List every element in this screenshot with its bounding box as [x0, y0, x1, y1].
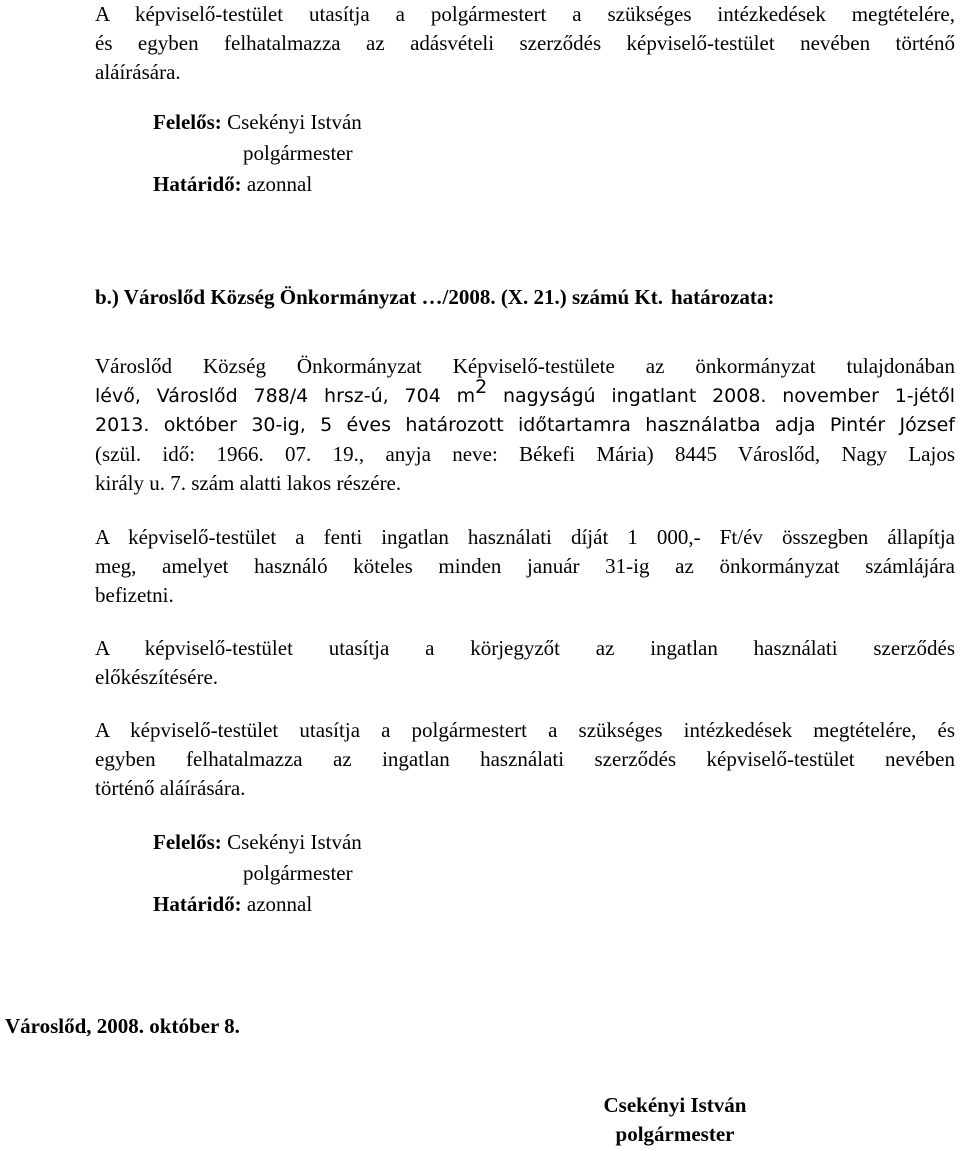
decision-paragraph — [95, 352, 955, 498]
paragraph-line: meg, amelyet használó köteles minden január 31-ig az önkormányzat számlájára — [95, 554, 955, 578]
deadline-label: Határidő: — [153, 892, 242, 916]
signature-block — [590, 1091, 760, 1149]
responsible-line — [153, 107, 362, 138]
place-date: Városlőd, 2008. október 8. — [5, 1014, 240, 1038]
paragraph-line: 2013. október 30-ig, 5 éves határozott időtartamra használatba adja Pintér József — [95, 414, 955, 436]
resolution-heading — [95, 283, 774, 312]
closing-paragraph-a — [95, 0, 955, 87]
paragraph-line: és egyben felhatalmazza az adásvételi szerződés képviselő-testület nevében történő — [95, 31, 955, 55]
responsible-line — [153, 827, 362, 858]
square-superscript: 2 — [475, 376, 488, 398]
mayor-paragraph — [95, 716, 955, 803]
responsible-name: Csekényi István — [227, 830, 362, 854]
responsible-label: Felelős: — [153, 830, 222, 854]
deadline-line — [153, 889, 362, 920]
paragraph-line: A képviselő-testület utasítja a polgármestert a szükséges intézkedések megtételére, — [95, 2, 955, 26]
paragraph-line: egyben felhatalmazza az ingatlan használati szerződés képviselő-testület nevében — [95, 747, 955, 771]
responsible-title: polgármester — [243, 861, 353, 885]
paragraph-line: A képviselő-testület a fenti ingatlan használati díját 1 000,- Ft/év összegben állapítja — [95, 525, 955, 549]
paragraph-line: király u. 7. szám alatti lakos részére. — [95, 471, 402, 495]
deadline-value: azonnal — [246, 172, 313, 196]
paragraph-line: A képviselő-testület utasítja a körjegyzőt az ingatlan használati szerződés — [95, 636, 955, 660]
responsible-label: Felelős: — [153, 110, 222, 134]
paragraph-line: előkészítésére. — [95, 665, 219, 689]
paragraph-line: befizetni. — [95, 583, 174, 607]
paragraph-line: A képviselő-testület utasítja a polgármestert a szükséges intézkedések megtételére, és — [95, 718, 955, 742]
responsible-block-a — [153, 107, 362, 200]
line-part: nagyságú ingatlant 2008. november 1-jétől — [487, 385, 955, 407]
responsible-name: Csekényi István — [227, 110, 362, 134]
notary-paragraph — [95, 634, 955, 692]
paragraph-line: történő aláírására. — [95, 776, 246, 800]
responsible-title: polgármester — [243, 141, 353, 165]
responsible-block-b — [153, 827, 362, 920]
signature-title: polgármester — [615, 1122, 735, 1146]
resolution-heading-tail: határozata: — [670, 285, 775, 309]
deadline-line — [153, 169, 362, 200]
line-part: lévő, Városlőd 788/4 hrsz-ú, 704 m — [95, 385, 476, 407]
paragraph-line: aláírására. — [95, 60, 181, 84]
signature-name: Csekényi István — [603, 1093, 747, 1117]
fee-paragraph — [95, 523, 955, 610]
deadline-value: azonnal — [246, 892, 313, 916]
deadline-label: Határidő: — [153, 172, 242, 196]
paragraph-line: Városlőd Község Önkormányzat Képviselő-testülete az önkormányzat tulajdonában — [95, 354, 955, 378]
paragraph-line: (szül. idő: 1966. 07. 19., anyja neve: Békefi Mária) 8445 Városlőd, Nagy Lajos — [95, 442, 955, 466]
resolution-heading-main: b.) Városlőd Község Önkormányzat …/2008. (X. 21.) számú Kt. — [95, 285, 663, 309]
paragraph-line — [95, 376, 955, 411]
